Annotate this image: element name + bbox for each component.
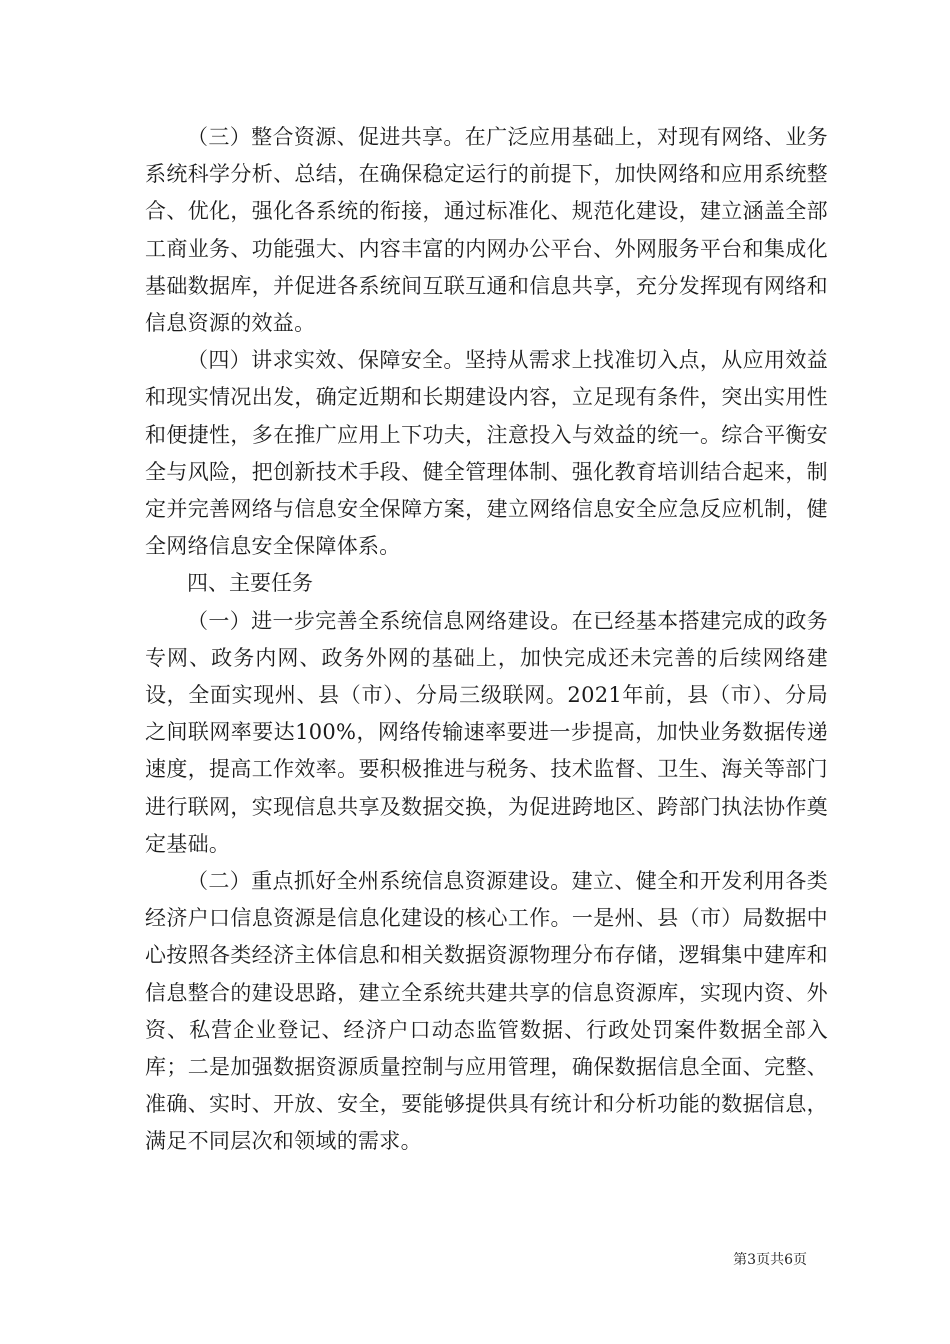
document-body	[145, 119, 828, 1161]
paragraph-security: （四）讲求实效、保障安全。坚持从需求上找准切入点，从应用效益和现实情况出发，确定近期和长期建设内容，立足现有条件，突出实用性和便捷性，多在推广应用上下功夫，注意投入与效益的统一。综合平衡安全与风险，把创新技术手段、健全管理体制、强化教育培训结合起来，制定并完善网络与信息安全保障方案，建立网络信息安全应急反应机制，健全网络信息安全保障体系。	[145, 348, 828, 559]
paragraph-integrate-resources: （三）整合资源、促进共享。在广泛应用基础上，对现有网络、业务系统科学分析、总结，在确保稳定运行的前提下，加快网络和应用系统整合、优化，强化各系统的衔接，通过标准化、规范化建设，建立涵盖全部工商业务、功能强大、内容丰富的内网办公平台、外网服务平台和集成化基础数据库，并促进各系统间互联互通和信息共享，充分发挥现有网络和信息资源的效益。	[145, 125, 828, 336]
paragraph-network-construction: （一）进一步完善全系统信息网络建设。在已经基本搭建完成的政务专网、政务内网、政务外网的基础上，加快完成还未完善的后续网络建设，全面实现州、县（市）、分局三级联网。2021年前，县（市）、分局之间联网率要达100%，网络传输速率要进一步提高，加快业务数据传递速度，提高工作效率。要积极推进与税务、技术监督、卫生、海关等部门进行联网，实现信息共享及数据交换，为促进跨地区、跨部门执法协作奠定基础。	[145, 608, 828, 856]
paragraph-information-resources: （二）重点抓好全州系统信息资源建设。建立、健全和开发利用各类经济户口信息资源是信息化建设的核心工作。一是州、县（市）局数据中心按照各类经济主体信息和相关数据资源物理分布存储，逻辑集中建库和信息整合的建设思路，建立全系统共建共享的信息资源库，实现内资、外资、私营企业登记、经济户口动态监管数据、行政处罚案件数据全部入库；二是加强数据资源质量控制与应用管理，确保数据信息全面、完整、准确、实时、开放、安全，要能够提供具有统计和分析功能的数据信息，满足不同层次和领域的需求。	[145, 869, 828, 1154]
section-heading-main-tasks: 四、主要任务	[187, 571, 313, 596]
page-number: 第3页共6页	[733, 1252, 807, 1268]
